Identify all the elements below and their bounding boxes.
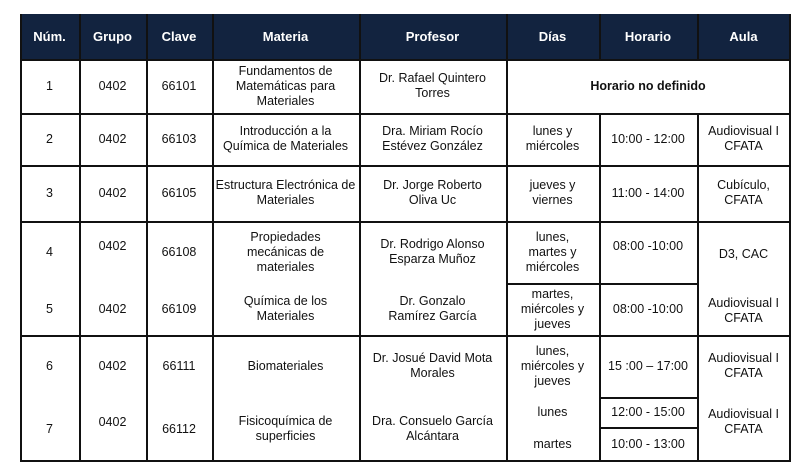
header-clave: Clave xyxy=(146,14,212,59)
cell-dias: martes, miércoles y jueves xyxy=(520,286,585,331)
cell-horario-session-2: 10:00 - 13:00 xyxy=(611,436,685,451)
grid-line xyxy=(599,397,698,399)
header-materia: Materia xyxy=(212,14,359,59)
cell-clave: 66111 xyxy=(162,358,196,373)
cell-horario: 15 :00 – 17:00 xyxy=(608,358,688,373)
cell-horario: 08:00 -10:00 xyxy=(612,301,684,316)
cell-aula: Audiovisual I CFATA xyxy=(708,351,779,380)
cell-grupo: 0402 xyxy=(98,414,127,429)
cell-aula: Cubículo, CFATA xyxy=(717,178,770,207)
cell-num: 4 xyxy=(46,244,53,259)
cell-aula: D3, CAC xyxy=(718,246,769,261)
cell-materia: Química de los Materiales xyxy=(243,294,328,323)
cell-num: 6 xyxy=(46,358,53,373)
header-profesor: Profesor xyxy=(359,14,506,59)
cell-horario: 08:00 -10:00 xyxy=(612,238,684,253)
cell-aula: Audiovisual I CFATA xyxy=(708,124,779,153)
grid-line xyxy=(789,14,791,462)
cell-dias: lunes, miércoles y jueves xyxy=(520,343,585,388)
header-grupo: Grupo xyxy=(79,14,146,59)
grid-line xyxy=(20,221,791,223)
grid-line xyxy=(20,59,791,61)
grid-line xyxy=(146,14,148,462)
grid-line xyxy=(212,14,214,462)
cell-num: 3 xyxy=(46,185,53,200)
cell-grupo: 0402 xyxy=(98,301,127,316)
grid-line xyxy=(79,14,81,462)
cell-aula: Audiovisual I CFATA xyxy=(708,296,779,325)
cell-num: 2 xyxy=(46,131,53,146)
grid-line xyxy=(359,14,361,462)
grid-line xyxy=(20,460,791,462)
cell-aula: Audiovisual I CFATA xyxy=(708,407,779,436)
header-aula: Aula xyxy=(697,14,790,59)
header-horario: Horario xyxy=(599,14,697,59)
grid-line xyxy=(697,14,699,59)
cell-materia: Fundamentos de Matemáticas para Materiales xyxy=(235,63,336,108)
cell-grupo: 0402 xyxy=(98,131,127,146)
cell-dias: lunes y miércoles xyxy=(525,124,580,153)
cell-num: 7 xyxy=(46,421,53,436)
cell-profesor: Dr. Gonzalo Ramírez García xyxy=(388,294,477,323)
cell-profesor: Dra. Consuelo García Alcántara xyxy=(372,414,493,443)
cell-clave: 66108 xyxy=(161,244,197,259)
cell-dias: lunes, martes y miércoles xyxy=(525,229,580,274)
header-dias: Días xyxy=(506,14,599,59)
cell-dias: jueves y viernes xyxy=(529,178,576,207)
cell-clave: 66109 xyxy=(161,301,197,316)
cell-materia: Introducción a la Química de Materiales xyxy=(222,124,349,153)
cell-clave: 66103 xyxy=(161,131,197,146)
cell-materia: Propiedades mecánicas de materiales xyxy=(246,229,325,274)
cell-profesor: Dr. Josué David Mota Morales xyxy=(372,351,493,380)
grid-line xyxy=(20,335,791,337)
cell-dias-session-1: lunes xyxy=(537,404,568,419)
cell-materia: Biomateriales xyxy=(247,358,324,373)
cell-grupo: 0402 xyxy=(98,358,127,373)
grid-line xyxy=(506,14,508,462)
cell-materia: Fisicoquímica de superficies xyxy=(238,414,333,443)
cell-profesor: Dr. Rafael Quintero Torres xyxy=(379,71,486,100)
cell-horario: 10:00 - 12:00 xyxy=(611,131,685,146)
cell-grupo: 0402 xyxy=(98,185,127,200)
cell-grupo: 0402 xyxy=(98,238,127,253)
cell-num: 5 xyxy=(46,301,53,316)
grid-line xyxy=(599,427,698,429)
grid-line xyxy=(20,14,22,462)
grid-line xyxy=(599,14,601,59)
cell-dias-session-2: martes xyxy=(533,436,572,451)
grid-line xyxy=(20,165,791,167)
header-num: Núm. xyxy=(20,14,79,59)
cell-profesor: Dr. Rodrigo Alonso Esparza Muñoz xyxy=(380,237,485,266)
cell-horario-session-1: 12:00 - 15:00 xyxy=(611,404,685,419)
cell-clave: 66101 xyxy=(161,78,197,93)
grid-line xyxy=(506,283,698,285)
cell-horario: 11:00 - 14:00 xyxy=(611,185,685,200)
cell-clave: 66105 xyxy=(161,185,197,200)
grid-line xyxy=(20,113,791,115)
schedule-undefined-note: Horario no definido xyxy=(590,78,706,93)
cell-profesor: Dr. Jorge Roberto Oliva Uc xyxy=(383,178,482,207)
cell-profesor: Dra. Miriam Rocío Estévez González xyxy=(382,124,483,153)
cell-num: 1 xyxy=(46,78,53,93)
cell-materia: Estructura Electrónica de Materiales xyxy=(215,178,356,207)
cell-grupo: 0402 xyxy=(98,78,127,93)
cell-clave: 66112 xyxy=(162,421,196,436)
